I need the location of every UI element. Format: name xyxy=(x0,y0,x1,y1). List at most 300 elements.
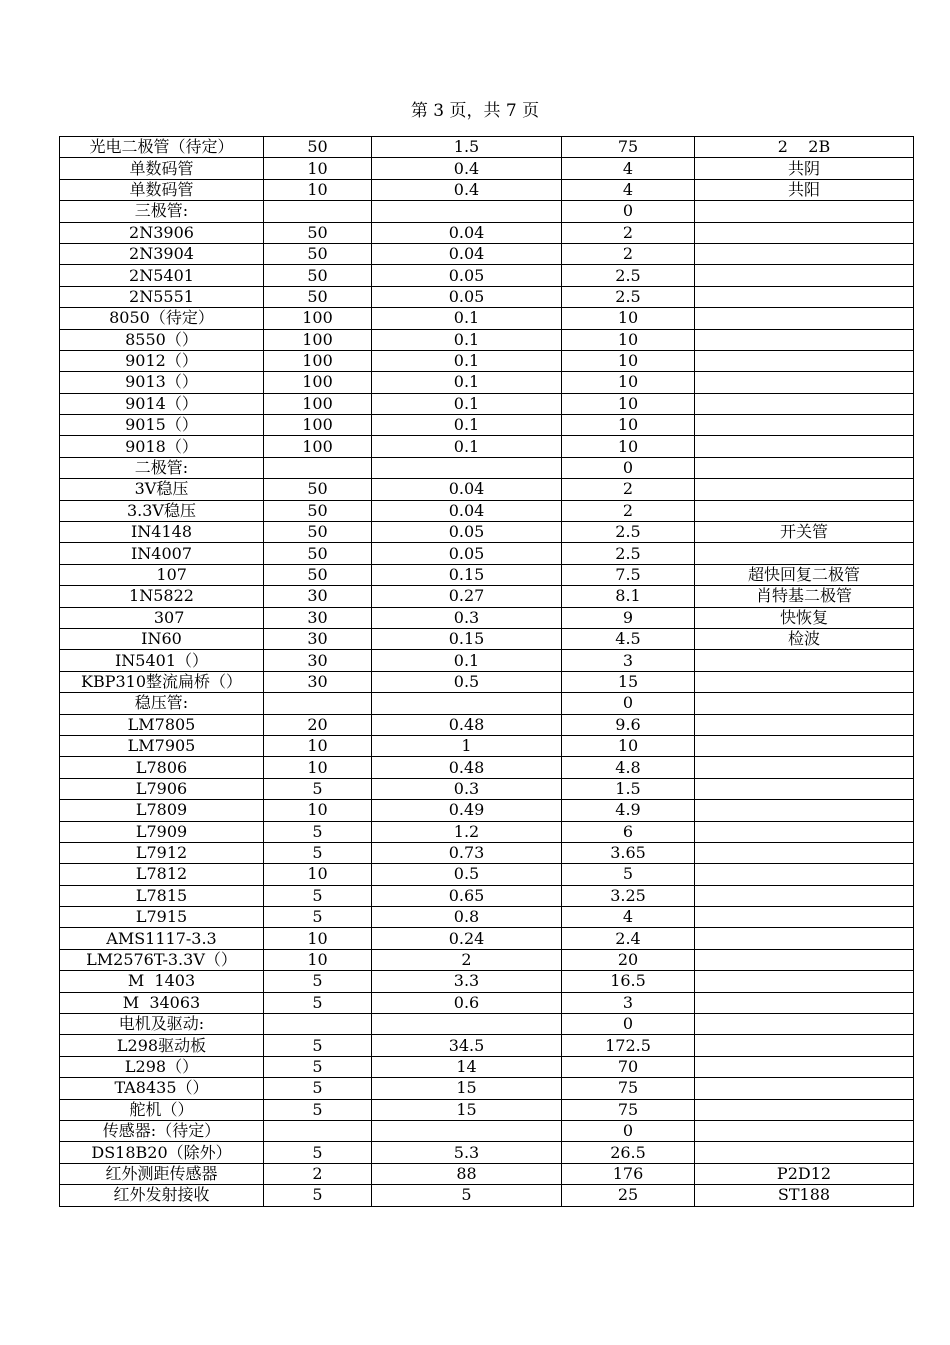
cell-unit-price: 0.1 xyxy=(372,308,562,329)
table-row xyxy=(60,372,914,393)
table-row xyxy=(60,885,914,906)
cell-total: 10 xyxy=(562,372,695,393)
cell-unit-price: 0.04 xyxy=(372,479,562,500)
cell-total: 75 xyxy=(562,1078,695,1099)
table-row xyxy=(60,222,914,243)
cell-total: 6 xyxy=(562,821,695,842)
cell-unit-price: 0.1 xyxy=(372,350,562,371)
table-row xyxy=(60,329,914,350)
cell-name: 9015（） xyxy=(60,415,264,436)
cell-quantity: 10 xyxy=(264,158,372,179)
cell-unit-price: 0.4 xyxy=(372,158,562,179)
cell-name: M 34063 xyxy=(60,992,264,1013)
cell-note xyxy=(695,265,914,286)
cell-name: 传感器:（待定） xyxy=(60,1120,264,1141)
cell-unit-price: 0.1 xyxy=(372,436,562,457)
cell-quantity: 50 xyxy=(264,265,372,286)
table-row xyxy=(60,500,914,521)
table-row xyxy=(60,543,914,564)
cell-total: 176 xyxy=(562,1163,695,1184)
table-row xyxy=(60,1099,914,1120)
cell-name: LM7905 xyxy=(60,735,264,756)
page-number-header: 第 3 页，共 7 页 xyxy=(410,101,540,121)
cell-quantity: 5 xyxy=(264,1078,372,1099)
table-row xyxy=(60,308,914,329)
table-row xyxy=(60,907,914,928)
table-row xyxy=(60,179,914,200)
cell-note: 检波 xyxy=(695,628,914,649)
cell-note xyxy=(695,1142,914,1163)
cell-note xyxy=(695,842,914,863)
cell-total: 10 xyxy=(562,415,695,436)
cell-name: 红外测距传感器 xyxy=(60,1163,264,1184)
cell-quantity xyxy=(264,1014,372,1035)
table-row xyxy=(60,864,914,885)
table-row xyxy=(60,286,914,307)
cell-note xyxy=(695,778,914,799)
cell-unit-price: 0.5 xyxy=(372,671,562,692)
cell-quantity: 10 xyxy=(264,800,372,821)
cell-total: 4 xyxy=(562,158,695,179)
table-row xyxy=(60,436,914,457)
cell-name: L298（） xyxy=(60,1056,264,1077)
cell-note xyxy=(695,350,914,371)
cell-name: L298驱动板 xyxy=(60,1035,264,1056)
cell-total: 2.5 xyxy=(562,543,695,564)
cell-note xyxy=(695,415,914,436)
cell-unit-price: 0.15 xyxy=(372,564,562,585)
table-row xyxy=(60,842,914,863)
cell-unit-price xyxy=(372,1014,562,1035)
cell-note xyxy=(695,222,914,243)
cell-name: 三极管: xyxy=(60,201,264,222)
cell-unit-price: 1.5 xyxy=(372,137,562,158)
cell-total: 10 xyxy=(562,436,695,457)
cell-name: 9012（） xyxy=(60,350,264,371)
cell-name: DS18B20（除外） xyxy=(60,1142,264,1163)
table-row xyxy=(60,137,914,158)
cell-quantity: 50 xyxy=(264,522,372,543)
cell-total: 0 xyxy=(562,1014,695,1035)
cell-total: 4.9 xyxy=(562,800,695,821)
table-row xyxy=(60,650,914,671)
cell-total: 75 xyxy=(562,1099,695,1120)
cell-name: 单数码管 xyxy=(60,158,264,179)
cell-name: 9014（） xyxy=(60,393,264,414)
cell-total: 172.5 xyxy=(562,1035,695,1056)
cell-note: 肖特基二极管 xyxy=(695,586,914,607)
table-body xyxy=(60,137,914,1207)
cell-note xyxy=(695,1056,914,1077)
cell-note xyxy=(695,800,914,821)
cell-quantity: 5 xyxy=(264,1142,372,1163)
cell-note xyxy=(695,885,914,906)
cell-note xyxy=(695,1099,914,1120)
cell-quantity: 10 xyxy=(264,179,372,200)
cell-name: 二极管: xyxy=(60,457,264,478)
cell-total: 8.1 xyxy=(562,586,695,607)
cell-name: LM7805 xyxy=(60,714,264,735)
cell-unit-price: 0.05 xyxy=(372,286,562,307)
cell-unit-price xyxy=(372,1120,562,1141)
cell-unit-price: 0.8 xyxy=(372,907,562,928)
cell-name: LM2576T-3.3V（） xyxy=(60,949,264,970)
cell-note: 共阳 xyxy=(695,179,914,200)
table-row xyxy=(60,1185,914,1206)
cell-name: IN60 xyxy=(60,628,264,649)
cell-name: 2N5551 xyxy=(60,286,264,307)
cell-name: L7912 xyxy=(60,842,264,863)
table-row xyxy=(60,479,914,500)
component-price-table xyxy=(59,136,914,1207)
cell-unit-price: 0.04 xyxy=(372,500,562,521)
cell-note: P2D12 xyxy=(695,1163,914,1184)
cell-name: IN4007 xyxy=(60,543,264,564)
cell-note xyxy=(695,971,914,992)
cell-name: 稳压管: xyxy=(60,693,264,714)
table-row xyxy=(60,992,914,1013)
cell-note: 超快回复二极管 xyxy=(695,564,914,585)
cell-total: 7.5 xyxy=(562,564,695,585)
cell-unit-price: 0.1 xyxy=(372,329,562,350)
cell-total: 2 xyxy=(562,479,695,500)
table-row xyxy=(60,586,914,607)
cell-unit-price: 0.6 xyxy=(372,992,562,1013)
cell-name: 307 xyxy=(60,607,264,628)
cell-quantity: 50 xyxy=(264,564,372,585)
cell-quantity xyxy=(264,1120,372,1141)
cell-quantity: 100 xyxy=(264,329,372,350)
table-row xyxy=(60,821,914,842)
cell-note xyxy=(695,543,914,564)
cell-name: AMS1117-3.3 xyxy=(60,928,264,949)
cell-quantity: 10 xyxy=(264,928,372,949)
cell-note xyxy=(695,693,914,714)
cell-total: 16.5 xyxy=(562,971,695,992)
cell-name: 2N3904 xyxy=(60,243,264,264)
cell-total: 0 xyxy=(562,693,695,714)
cell-quantity xyxy=(264,693,372,714)
cell-total: 2.5 xyxy=(562,522,695,543)
cell-note xyxy=(695,201,914,222)
cell-quantity: 5 xyxy=(264,971,372,992)
cell-total: 15 xyxy=(562,671,695,692)
cell-quantity: 30 xyxy=(264,650,372,671)
cell-unit-price: 1.2 xyxy=(372,821,562,842)
cell-total: 20 xyxy=(562,949,695,970)
table-row xyxy=(60,714,914,735)
cell-total: 4 xyxy=(562,907,695,928)
table-row xyxy=(60,607,914,628)
cell-note xyxy=(695,671,914,692)
cell-unit-price: 0.04 xyxy=(372,222,562,243)
cell-unit-price: 0.4 xyxy=(372,179,562,200)
cell-unit-price: 0.04 xyxy=(372,243,562,264)
cell-name: 舵机（） xyxy=(60,1099,264,1120)
cell-name: TA8435（） xyxy=(60,1078,264,1099)
cell-unit-price: 0.73 xyxy=(372,842,562,863)
cell-unit-price: 15 xyxy=(372,1078,562,1099)
table-row xyxy=(60,350,914,371)
cell-total: 25 xyxy=(562,1185,695,1206)
table-row xyxy=(60,1035,914,1056)
cell-quantity: 100 xyxy=(264,308,372,329)
cell-name: 光电二极管（待定） xyxy=(60,137,264,158)
cell-unit-price: 0.05 xyxy=(372,543,562,564)
cell-unit-price: 0.48 xyxy=(372,714,562,735)
cell-total: 3 xyxy=(562,650,695,671)
cell-note xyxy=(695,1035,914,1056)
cell-total: 2.5 xyxy=(562,265,695,286)
cell-note xyxy=(695,1078,914,1099)
cell-quantity: 5 xyxy=(264,885,372,906)
table-row xyxy=(60,522,914,543)
table-row xyxy=(60,628,914,649)
cell-name: 2N5401 xyxy=(60,265,264,286)
table-row xyxy=(60,1163,914,1184)
table-row xyxy=(60,1120,914,1141)
cell-name: 9018（） xyxy=(60,436,264,457)
cell-note xyxy=(695,821,914,842)
cell-quantity: 100 xyxy=(264,436,372,457)
cell-name: L7909 xyxy=(60,821,264,842)
cell-quantity: 30 xyxy=(264,671,372,692)
cell-name: 3.3V稳压 xyxy=(60,500,264,521)
cell-total: 10 xyxy=(562,350,695,371)
cell-unit-price xyxy=(372,693,562,714)
cell-total: 1.5 xyxy=(562,778,695,799)
table-row xyxy=(60,949,914,970)
cell-unit-price: 0.1 xyxy=(372,415,562,436)
cell-quantity: 100 xyxy=(264,393,372,414)
cell-quantity: 50 xyxy=(264,543,372,564)
cell-total: 4 xyxy=(562,179,695,200)
cell-unit-price: 0.49 xyxy=(372,800,562,821)
cell-name: 单数码管 xyxy=(60,179,264,200)
cell-quantity: 30 xyxy=(264,586,372,607)
cell-name: L7915 xyxy=(60,907,264,928)
table-row xyxy=(60,158,914,179)
cell-unit-price: 0.15 xyxy=(372,628,562,649)
cell-name: 8550（） xyxy=(60,329,264,350)
cell-note xyxy=(695,393,914,414)
cell-quantity: 5 xyxy=(264,1099,372,1120)
cell-unit-price: 0.1 xyxy=(372,372,562,393)
table-row xyxy=(60,415,914,436)
table-row xyxy=(60,693,914,714)
cell-note xyxy=(695,436,914,457)
cell-name: IN5401（） xyxy=(60,650,264,671)
cell-name: M 1403 xyxy=(60,971,264,992)
cell-note: 2 2B xyxy=(695,137,914,158)
cell-total: 75 xyxy=(562,137,695,158)
cell-total: 0 xyxy=(562,201,695,222)
table-row xyxy=(60,778,914,799)
cell-quantity: 100 xyxy=(264,415,372,436)
table-row xyxy=(60,757,914,778)
cell-total: 3.65 xyxy=(562,842,695,863)
cell-note xyxy=(695,864,914,885)
table-row xyxy=(60,564,914,585)
cell-note xyxy=(695,479,914,500)
cell-name: L7806 xyxy=(60,757,264,778)
cell-name: 3V稳压 xyxy=(60,479,264,500)
cell-unit-price: 0.24 xyxy=(372,928,562,949)
cell-note xyxy=(695,1120,914,1141)
cell-unit-price: 0.48 xyxy=(372,757,562,778)
cell-unit-price: 0.1 xyxy=(372,650,562,671)
cell-quantity: 5 xyxy=(264,1056,372,1077)
cell-total: 0 xyxy=(562,457,695,478)
cell-name: L7812 xyxy=(60,864,264,885)
table-row xyxy=(60,265,914,286)
cell-total: 2.5 xyxy=(562,286,695,307)
cell-name: 2N3906 xyxy=(60,222,264,243)
cell-unit-price: 88 xyxy=(372,1163,562,1184)
cell-note xyxy=(695,243,914,264)
cell-total: 0 xyxy=(562,1120,695,1141)
table-row xyxy=(60,735,914,756)
table-row xyxy=(60,1014,914,1035)
cell-unit-price: 0.05 xyxy=(372,265,562,286)
cell-quantity: 5 xyxy=(264,1185,372,1206)
cell-quantity: 5 xyxy=(264,778,372,799)
cell-unit-price: 5.3 xyxy=(372,1142,562,1163)
cell-note xyxy=(695,714,914,735)
table-row xyxy=(60,457,914,478)
cell-total: 3 xyxy=(562,992,695,1013)
cell-name: KBP310整流扁桥（） xyxy=(60,671,264,692)
cell-quantity: 10 xyxy=(264,949,372,970)
table-row xyxy=(60,928,914,949)
cell-quantity: 5 xyxy=(264,842,372,863)
cell-unit-price: 0.27 xyxy=(372,586,562,607)
cell-quantity: 5 xyxy=(264,821,372,842)
cell-note xyxy=(695,1014,914,1035)
cell-note xyxy=(695,372,914,393)
cell-total: 3.25 xyxy=(562,885,695,906)
cell-total: 5 xyxy=(562,864,695,885)
cell-quantity: 50 xyxy=(264,286,372,307)
cell-unit-price: 0.3 xyxy=(372,607,562,628)
table-row xyxy=(60,243,914,264)
cell-unit-price: 5 xyxy=(372,1185,562,1206)
table-row xyxy=(60,671,914,692)
cell-quantity: 10 xyxy=(264,757,372,778)
cell-quantity: 5 xyxy=(264,907,372,928)
cell-unit-price: 0.3 xyxy=(372,778,562,799)
cell-name: IN4148 xyxy=(60,522,264,543)
cell-name: 8050（待定） xyxy=(60,308,264,329)
cell-quantity: 50 xyxy=(264,222,372,243)
cell-note xyxy=(695,329,914,350)
cell-note xyxy=(695,757,914,778)
cell-quantity xyxy=(264,201,372,222)
cell-quantity xyxy=(264,457,372,478)
cell-quantity: 50 xyxy=(264,137,372,158)
cell-quantity: 100 xyxy=(264,350,372,371)
cell-total: 10 xyxy=(562,393,695,414)
cell-note xyxy=(695,286,914,307)
cell-unit-price: 2 xyxy=(372,949,562,970)
cell-note xyxy=(695,949,914,970)
cell-quantity: 20 xyxy=(264,714,372,735)
table-row xyxy=(60,1078,914,1099)
cell-total: 10 xyxy=(562,308,695,329)
cell-total: 10 xyxy=(562,735,695,756)
cell-note xyxy=(695,500,914,521)
cell-unit-price: 15 xyxy=(372,1099,562,1120)
cell-unit-price: 34.5 xyxy=(372,1035,562,1056)
cell-quantity: 10 xyxy=(264,864,372,885)
cell-quantity: 5 xyxy=(264,992,372,1013)
cell-name: 红外发射接收 xyxy=(60,1185,264,1206)
cell-quantity: 10 xyxy=(264,735,372,756)
cell-note xyxy=(695,907,914,928)
table-row xyxy=(60,1056,914,1077)
cell-unit-price: 0.5 xyxy=(372,864,562,885)
cell-unit-price: 1 xyxy=(372,735,562,756)
cell-quantity: 30 xyxy=(264,628,372,649)
cell-total: 4.5 xyxy=(562,628,695,649)
cell-quantity: 50 xyxy=(264,500,372,521)
cell-note xyxy=(695,928,914,949)
cell-note: 共阴 xyxy=(695,158,914,179)
table-row xyxy=(60,1142,914,1163)
cell-total: 9.6 xyxy=(562,714,695,735)
cell-quantity: 50 xyxy=(264,243,372,264)
cell-note: ST188 xyxy=(695,1185,914,1206)
cell-note: 快恢复 xyxy=(695,607,914,628)
table-row xyxy=(60,393,914,414)
cell-name: L7809 xyxy=(60,800,264,821)
cell-unit-price xyxy=(372,457,562,478)
cell-unit-price: 14 xyxy=(372,1056,562,1077)
cell-total: 2 xyxy=(562,243,695,264)
cell-note xyxy=(695,457,914,478)
cell-total: 26.5 xyxy=(562,1142,695,1163)
cell-total: 2 xyxy=(562,222,695,243)
cell-note xyxy=(695,308,914,329)
cell-quantity: 5 xyxy=(264,1035,372,1056)
cell-unit-price: 0.1 xyxy=(372,393,562,414)
cell-name: 107 xyxy=(60,564,264,585)
table-row xyxy=(60,971,914,992)
cell-unit-price: 3.3 xyxy=(372,971,562,992)
cell-total: 10 xyxy=(562,329,695,350)
cell-quantity: 100 xyxy=(264,372,372,393)
cell-note xyxy=(695,650,914,671)
cell-name: L7815 xyxy=(60,885,264,906)
cell-name: L7906 xyxy=(60,778,264,799)
cell-unit-price: 0.65 xyxy=(372,885,562,906)
cell-name: 电机及驱动: xyxy=(60,1014,264,1035)
table-row xyxy=(60,201,914,222)
table-row xyxy=(60,800,914,821)
cell-total: 70 xyxy=(562,1056,695,1077)
cell-note xyxy=(695,735,914,756)
cell-total: 9 xyxy=(562,607,695,628)
cell-total: 2 xyxy=(562,500,695,521)
cell-unit-price: 0.05 xyxy=(372,522,562,543)
cell-total: 2.4 xyxy=(562,928,695,949)
cell-quantity: 2 xyxy=(264,1163,372,1184)
cell-quantity: 30 xyxy=(264,607,372,628)
cell-name: 1N5822 xyxy=(60,586,264,607)
cell-note: 开关管 xyxy=(695,522,914,543)
cell-name: 9013（） xyxy=(60,372,264,393)
cell-total: 4.8 xyxy=(562,757,695,778)
